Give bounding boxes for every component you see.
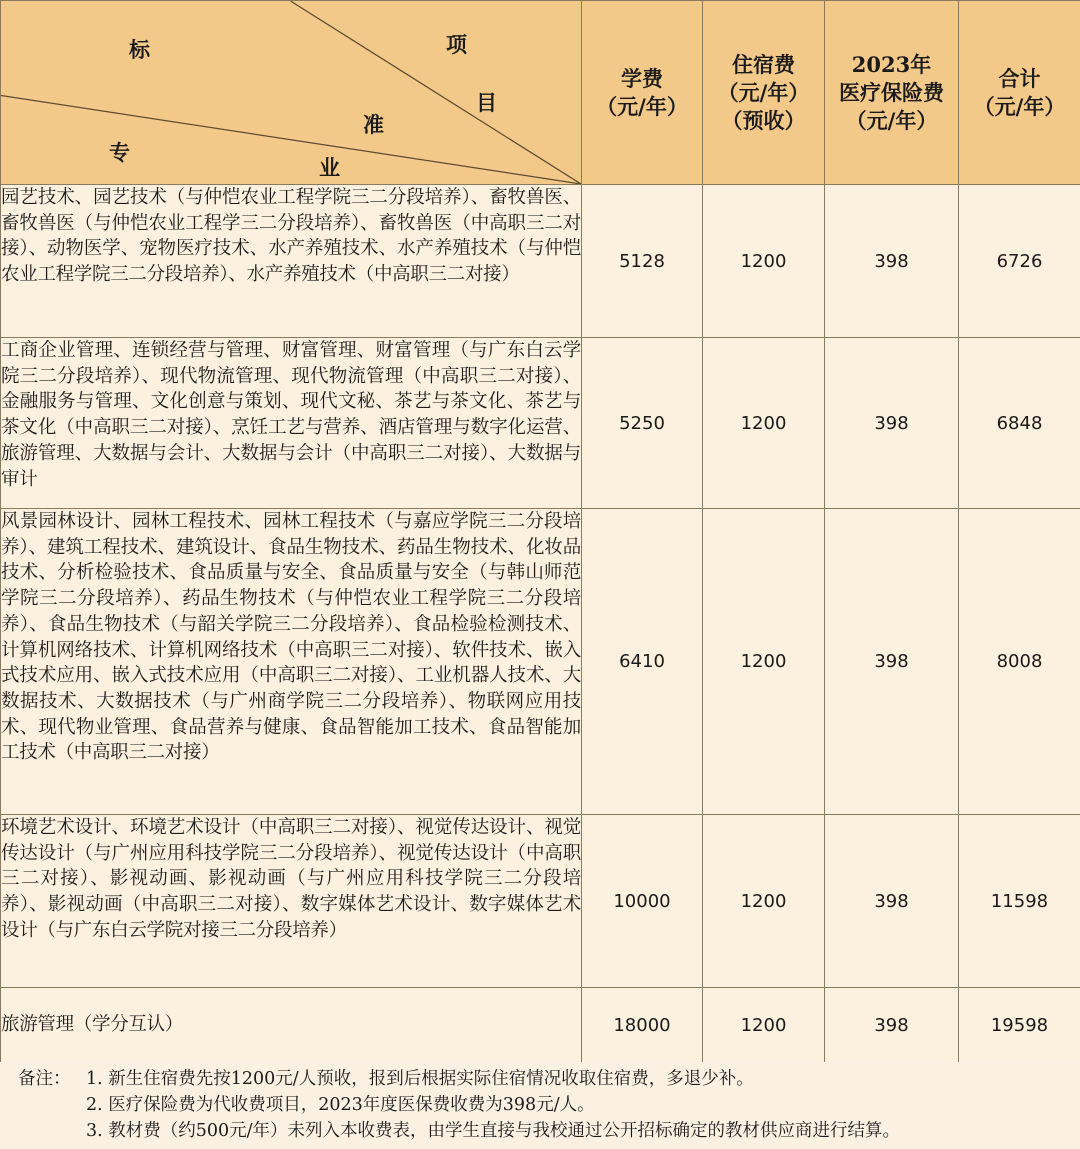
lodging-cell: 1200 — [703, 338, 825, 509]
total-cell: 6848 — [959, 338, 1080, 509]
tuition-cell: 6410 — [582, 509, 703, 815]
table-row — [1, 185, 1080, 338]
header-tuition — [582, 1, 703, 185]
tuition-cell: 18000 — [582, 988, 703, 1063]
header-insurance — [825, 1, 959, 185]
lodging-cell: 1200 — [703, 185, 825, 338]
notes-label: 备注： — [18, 1069, 71, 1089]
majors-cell: 工商企业管理、连锁经营与管理、财富管理、财富管理（与广东白云学院三二分段培养）、现代物流管理、现代物流管理（中高职三二对接）、金融服务与管理、文化创意与策划、现代文秘、茶艺与茶文化、茶艺与茶文化（中高职三二对接）、烹饪工艺与营养、酒店管理与数字化运营、旅游管理、大数据与会计、大数据与会计（中高职三二对接）、大数据与审计 — [1, 338, 582, 509]
lodging-cell: 1200 — [703, 988, 825, 1063]
corner-char-zhun: 准 — [363, 112, 384, 137]
header-total-line1: 合计 — [998, 65, 1041, 91]
header-insurance-line3: （元/年） — [845, 107, 938, 133]
tuition-cell: 5250 — [582, 338, 703, 509]
majors-cell: 环境艺术设计、环境艺术设计（中高职三二对接）、视觉传达设计、视觉传达设计（与广州应用科技学院三二分段培养）、视觉传达设计（中高职三二对接）、影视动画、影视动画（与广州应用科技学院三二分段培养）、影视动画（中高职三二对接）、数字媒体艺术设计、数字媒体艺术设计（与广东白云学院对接三二分段培养） — [1, 815, 582, 988]
lodging-cell: 1200 — [703, 509, 825, 815]
corner-char-mu: 目 — [476, 90, 497, 115]
header-row — [1, 1, 1080, 185]
header-lodging-line1: 住宿费 — [732, 51, 795, 77]
header-tuition-line1: 学费 — [621, 65, 663, 91]
table-row — [1, 988, 1080, 1063]
total-cell: 6726 — [959, 185, 1080, 338]
note-item: 2. 医疗保险费为代收费项目，2023年度医保费收费为398元/人。 — [86, 1095, 595, 1115]
header-lodging — [703, 1, 825, 185]
majors-cell: 旅游管理（学分互认） — [1, 988, 582, 1063]
tuition-cell: 10000 — [582, 815, 703, 988]
table-row — [1, 509, 1080, 815]
majors-cell: 风景园林设计、园林工程技术、园林工程技术（与嘉应学院三二分段培养）、建筑工程技术、建筑设计、食品生物技术、药品生物技术、化妆品技术、分析检验技术、食品质量与安全、食品质量与安全（与韩山师范学院三二分段培养）、药品生物技术（与仲恺农业工程学院三二分段培养）、食品生物技术（与韶关学院三二分段培养）、食品检验检测技术、计算机网络技术、计算机网络技术（中高职三二对接）、软件技术、嵌入式技术应用、嵌入式技术应用（中高职三二对接）、工业机器人技术、大数据技术、大数据技术（与广州商学院三二分段培养）、物联网应用技术、现代物业管理、食品营养与健康、食品智能加工技术、食品智能加工技术（中高职三二对接） — [1, 509, 582, 815]
table-row — [1, 338, 1080, 509]
header-lodging-line2: （元/年） — [717, 79, 810, 105]
insurance-cell: 398 — [825, 988, 959, 1063]
lodging-cell: 1200 — [703, 815, 825, 988]
majors-cell: 园艺技术、园艺技术（与仲恺农业工程学院三二分段培养）、畜牧兽医、畜牧兽医（与仲恺农业工程学三二分段培养）、畜牧兽医（中高职三二对接）、动物医学、宠物医疗技术、水产养殖技术、水产养殖技术（与仲恺农业工程学院三二分段培养）、水产养殖技术（中高职三二对接） — [1, 185, 582, 338]
header-insurance-line2: 医疗保险费 — [839, 79, 944, 105]
total-cell: 11598 — [959, 815, 1080, 988]
corner-char-ye: 业 — [319, 155, 340, 180]
insurance-cell: 398 — [825, 815, 959, 988]
tuition-cell: 5128 — [582, 185, 703, 338]
corner-char-xiang: 项 — [446, 32, 467, 57]
total-cell: 8008 — [959, 509, 1080, 815]
diagonal-header-cell — [1, 1, 582, 185]
note-item: 1. 新生住宿费先按1200元/人预收，报到后根据实际住宿情况收取住宿费，多退少补。 — [86, 1069, 754, 1089]
insurance-cell: 398 — [825, 338, 959, 509]
corner-char-biao: 标 — [129, 37, 150, 62]
corner-char-zhuan: 专 — [109, 140, 130, 165]
header-total-line2: （元/年） — [973, 93, 1066, 119]
insurance-cell: 398 — [825, 509, 959, 815]
header-insurance-line1: 2023年 — [851, 51, 932, 77]
note-item: 3. 教材费（约500元/年）未列入本收费表，由学生直接与我校通过公开招标确定的教材供应商进行结算。 — [86, 1121, 901, 1141]
total-cell: 19598 — [959, 988, 1080, 1063]
table-row — [1, 815, 1080, 988]
header-total — [959, 1, 1080, 185]
header-lodging-line3: （预收） — [721, 107, 806, 133]
insurance-cell: 398 — [825, 185, 959, 338]
header-tuition-line2: （元/年） — [596, 93, 688, 119]
notes-section — [0, 1062, 1080, 1149]
